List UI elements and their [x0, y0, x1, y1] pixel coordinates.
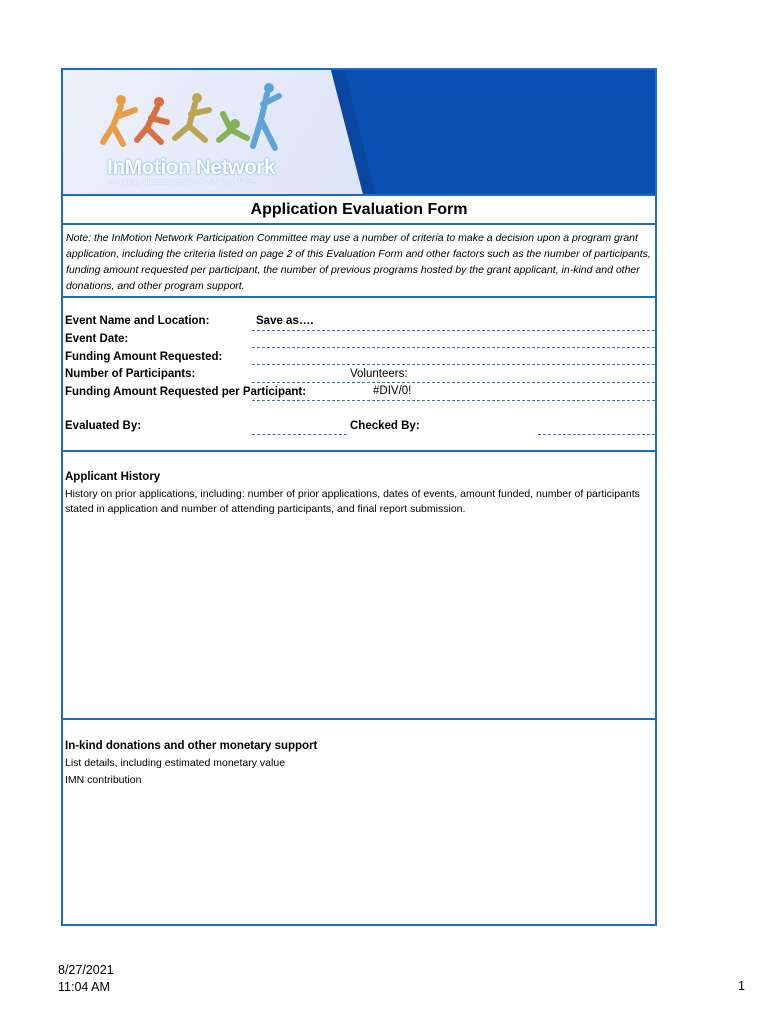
divider — [63, 718, 655, 720]
funding-requested-field[interactable] — [252, 364, 655, 365]
event-name-label: Event Name and Location: — [65, 315, 210, 327]
evaluated-by-label: Evaluated By: — [65, 420, 142, 432]
event-date-field[interactable] — [252, 347, 655, 348]
applicant-history-text: History on prior applications, including: number of prior applications, dates of events, amount funded, number of participants stated in application and number of attending participants, and final report submission. — [65, 488, 640, 515]
header-banner — [63, 70, 655, 194]
logo-title: InMotion Network — [107, 156, 276, 179]
per-participant-value: #DIV/0! — [373, 385, 412, 397]
inkind-title: In-kind donations and other monetary support — [65, 740, 318, 752]
divider — [63, 296, 655, 298]
inkind-details-text: List details, including estimated monetary value — [65, 757, 286, 769]
print-timestamp — [58, 962, 114, 996]
criteria-note: Note: the InMotion Network Participation Committee may use a number of criteria to make a decision upon a program grant application, including the criteria listed on page 2 of this Evaluation Form and other factors such as the number of participants, funding amount requested per participant, the number of previous programs hosted by the grant applicant, in-kind and other donations, and other program support. — [66, 232, 651, 292]
event-date-label: Event Date: — [65, 333, 129, 345]
event-name-field[interactable] — [252, 330, 655, 331]
participants-label: Number of Participants: — [65, 368, 196, 380]
evaluation-form — [61, 68, 657, 926]
page-number: 1 — [738, 979, 745, 993]
print-time: 11:04 AM — [58, 980, 110, 994]
print-date: 8/27/2021 — [58, 963, 114, 977]
per-participant-label: Funding Amount Requested per Participant: — [65, 386, 307, 398]
checked-by-label: Checked By: — [350, 420, 420, 432]
applicant-history-title: Applicant History — [65, 471, 161, 483]
funding-requested-label: Funding Amount Requested: — [65, 351, 223, 363]
volunteers-label: Volunteers: — [350, 368, 408, 380]
participants-field[interactable] — [252, 382, 655, 383]
page-title: Application Evaluation Form — [63, 194, 655, 225]
evaluated-by-field[interactable] — [252, 434, 347, 435]
event-name-value[interactable]: Save as…. — [256, 315, 314, 327]
per-participant-field[interactable] — [252, 400, 655, 401]
checked-by-field[interactable] — [538, 434, 655, 435]
imn-contribution-text: IMN contribution — [65, 774, 142, 786]
logo-tagline: Promoting Physical Activity For Girls And Women — [107, 179, 260, 186]
athletes-icon — [103, 83, 279, 148]
divider — [63, 450, 655, 452]
